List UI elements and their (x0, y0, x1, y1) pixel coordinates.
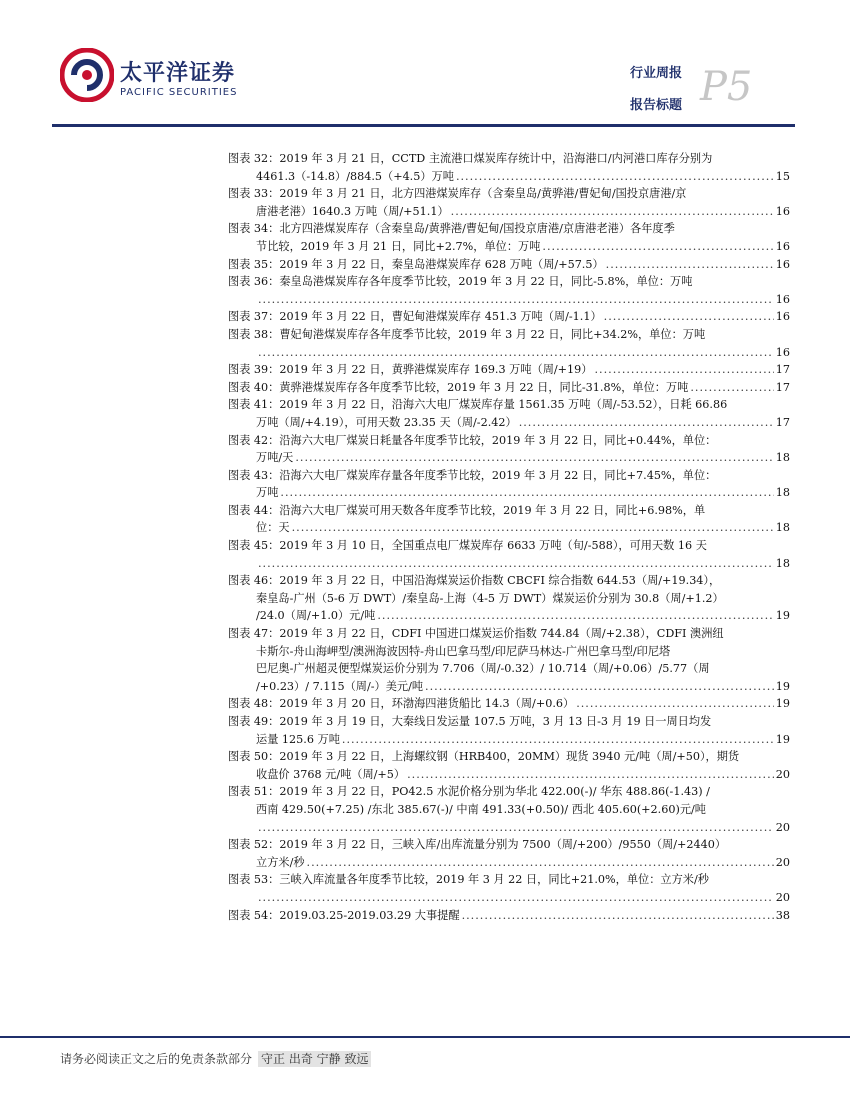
toc-entry-text: 图表 43：沿海六大电厂煤炭库存量各年度季节比较，2019 年 3 月 22 日，同比+7.45%，单位： (228, 468, 717, 482)
report-title: 报告标题 (630, 98, 683, 113)
toc-entry[interactable] (228, 326, 790, 361)
report-category: 行业周报 (630, 66, 683, 81)
toc-entry-text: 图表 49：2019 年 3 月 19 日，大秦线日发运量 107.5 万吨，3 月 13 日-3 月 19 日一周日均发 (228, 715, 712, 728)
toc-leader-dots (519, 414, 774, 432)
brand-name-cn: 太平洋证券 (120, 61, 236, 86)
header-divider (52, 124, 795, 127)
toc-entry[interactable] (228, 783, 790, 836)
toc-entry-text: /+0.23）/ 7.115（周/-）美元/吨 (256, 679, 424, 693)
toc-page-number: 38 (775, 908, 790, 922)
toc-entry-text: 4461.3（-14.8）/884.5（+4.5）万吨 (256, 169, 454, 183)
toc-entry-text: 图表 46：2019 年 3 月 22 日，中国沿海煤炭运价指数 CBCFI 综合指数 644.53（周/+19.34）， (228, 574, 721, 588)
toc-page-number: 19 (775, 697, 790, 711)
toc-entry-text: 唐港老港）1640.3 万吨（周/+51.1） (256, 204, 449, 218)
toc-entry[interactable] (228, 185, 790, 220)
toc-leader-dots (576, 695, 774, 713)
toc-entry-text: 图表 52：2019 年 3 月 22 日，三峡入库/出库流量分别为 7500（周/+200）/9550（周/+2440） (228, 838, 727, 852)
toc-entry-text: 图表 50：2019 年 3 月 22 日，上海螺纹钢（HRB400，20MM）现货 3940 元/吨（周/+50），期货 (228, 750, 740, 764)
toc-page-number: 17 (775, 415, 790, 429)
toc-entry[interactable] (228, 432, 790, 467)
toc-page-number: 16 (775, 239, 790, 253)
toc-leader-dots (258, 344, 774, 362)
toc-page-number: 16 (775, 257, 790, 271)
toc-entry[interactable] (228, 625, 790, 695)
toc-entry-text: /24.0（周/+1.0）元/吨 (256, 609, 376, 623)
toc-entry-text: 图表 48：2019 年 3 月 20 日，环渤海四港货船比 14.3（周/+0.6） (228, 697, 575, 711)
toc-page-number: 15 (775, 169, 790, 183)
toc-entry-text: 运量 125.6 万吨 (256, 732, 340, 746)
toc-page-number: 18 (775, 451, 790, 465)
brand-name-en: PACIFIC SECURITIES (120, 87, 238, 98)
toc-entry-text: 图表 36：秦皇岛港煤炭库存各年度季节比较，2019 年 3 月 22 日，同比-5.8%，单位：万吨 (228, 275, 693, 289)
toc-entry-text: 图表 53：三峡入库流量各年度季节比较，2019 年 3 月 22 日，同比+21.0%，单位：立方米/秒 (228, 873, 709, 887)
toc-entry-text: 万吨/天 (256, 451, 294, 465)
toc-entry-text: 图表 33：2019 年 3 月 21 日，北方四港煤炭库存（含秦皇岛/黄骅港/曹妃甸/国投京唐港/京 (228, 187, 687, 201)
toc-page-number: 18 (775, 521, 790, 535)
toc-entry[interactable] (228, 220, 790, 255)
toc-leader-dots (307, 854, 774, 872)
toc-entry-text: 立方米/秒 (256, 855, 305, 869)
toc-page-number: 16 (775, 204, 790, 218)
toc-entry-text: 图表 44：沿海六大电厂煤炭可用天数各年度季节比较，2019 年 3 月 22 日，同比+6.98%，单 (228, 503, 706, 517)
toc-entry[interactable] (228, 871, 790, 906)
toc-leader-dots (258, 291, 774, 309)
toc-page-number: 18 (775, 486, 790, 500)
toc-leader-dots (258, 889, 774, 907)
toc-entry-text: 图表 54：2019.03.25-2019.03.29 大事提醒 (228, 908, 460, 922)
toc-entry[interactable] (228, 713, 790, 748)
toc-leader-dots (542, 238, 773, 256)
toc-leader-dots (377, 607, 773, 625)
toc-page-number: 19 (775, 679, 790, 693)
toc-entry[interactable] (228, 396, 790, 431)
footer (60, 1050, 371, 1067)
toc-entry[interactable] (228, 256, 790, 274)
toc-entry[interactable] (228, 273, 790, 308)
toc-entry[interactable] (228, 379, 790, 397)
toc-entry-text: 万吨（周/+4.19），可用天数 23.35 天（周/-2.42） (256, 415, 517, 429)
toc-entry-text: 图表 37：2019 年 3 月 22 日，曹妃甸港煤炭库存 451.3 万吨（周/-1.1） (228, 310, 602, 324)
toc-leader-dots (425, 678, 774, 696)
toc-leader-dots (451, 203, 774, 221)
toc-entry[interactable] (228, 467, 790, 502)
toc-entry-text: 卡斯尔-舟山海岬型/澳洲海波因特-舟山巴拿马型/印尼萨马林达-广州巴拿马型/印尼塔 (256, 644, 671, 658)
company-logo (60, 48, 114, 106)
toc-entry[interactable] (228, 308, 790, 326)
toc-entry-text: 收盘价 3768 元/吨（周/+5） (256, 767, 406, 781)
toc-entry-text: 图表 32：2019 年 3 月 21 日，CCTD 主流港口煤炭库存统计中，沿海港口/内河港口库存分别为 (228, 152, 713, 165)
footer-divider (0, 1036, 850, 1038)
toc-leader-dots (606, 256, 774, 274)
toc-page-number: 20 (775, 890, 790, 904)
toc-entry[interactable] (228, 502, 790, 537)
toc-entry-text: 图表 51：2019 年 3 月 22 日，PO42.5 水泥价格分别为华北 422.00(-)/ 华东 488.86(-1.43) / (228, 785, 710, 799)
toc-entry-text: 节比较，2019 年 3 月 21 日，同比+2.7%，单位：万吨 (256, 239, 541, 253)
toc-page-number: 18 (775, 556, 790, 570)
toc-entry-text: 巴尼奥-广州超灵便型煤炭运价分别为 7.706（周/-0.32）/ 10.714（周/+0.06）/5.77（周 (256, 662, 710, 676)
company-motto: 守正 出奇 宁静 致远 (258, 1051, 371, 1067)
toc-leader-dots (407, 766, 774, 784)
page-number: P5 (700, 64, 753, 110)
toc-page-number: 20 (775, 820, 790, 834)
toc-leader-dots (258, 819, 774, 837)
toc-leader-dots (342, 731, 774, 749)
toc-page-number: 17 (775, 380, 790, 394)
figure-list (228, 150, 790, 924)
toc-leader-dots (604, 308, 774, 326)
toc-entry[interactable] (228, 836, 790, 871)
toc-entry-text: 图表 40：黄骅港煤炭库存各年度季节比较，2019 年 3 月 22 日，同比-31.8%，单位：万吨 (228, 380, 689, 394)
toc-entry-text: 图表 38：曹妃甸港煤炭库存各年度季节比较，2019 年 3 月 22 日，同比+34.2%，单位：万吨 (228, 327, 706, 341)
toc-entry[interactable] (228, 361, 790, 379)
toc-page-number: 17 (775, 363, 790, 377)
toc-entry-text: 图表 34：北方四港煤炭库存（含秦皇岛/黄骅港/曹妃甸/国投京唐港/京唐港老港）各年度季 (228, 222, 675, 236)
toc-entry-text: 图表 45：2019 年 3 月 10 日，全国重点电厂煤炭库存 6633 万吨（旬/-588），可用天数 16 天 (228, 539, 707, 553)
toc-leader-dots (295, 449, 773, 467)
toc-entry-text: 西南 429.50(+7.25) /东北 385.67(-)/ 中南 491.33(+0.50)/ 西北 405.60(+2.60)元/吨 (256, 802, 706, 816)
toc-entry-text: 万吨 (256, 486, 279, 500)
toc-page-number: 16 (775, 345, 790, 359)
toc-leader-dots (280, 484, 773, 502)
toc-leader-dots (690, 379, 773, 397)
toc-entry-text: 图表 42：沿海六大电厂煤炭日耗量各年度季节比较，2019 年 3 月 22 日，同比+0.44%，单位： (228, 433, 717, 447)
toc-page-number: 16 (775, 310, 790, 324)
toc-entry[interactable] (228, 572, 790, 625)
toc-page-number: 20 (775, 767, 790, 781)
toc-leader-dots (456, 168, 774, 186)
toc-leader-dots (258, 555, 774, 573)
toc-page-number: 19 (775, 732, 790, 746)
toc-entry[interactable] (228, 537, 790, 572)
toc-entry-text: 位：天 (256, 521, 290, 535)
toc-page-number: 16 (775, 292, 790, 306)
disclaimer-notice: 请务必阅读正文之后的免责条款部分 (60, 1052, 253, 1066)
toc-entry-text: 图表 47：2019 年 3 月 22 日，CDFI 中国进口煤炭运价指数 744.84（周/+2.38），CDFI 澳洲纽 (228, 627, 724, 641)
toc-entry[interactable] (228, 748, 790, 783)
toc-leader-dots (292, 519, 774, 537)
toc-entry[interactable] (228, 907, 790, 925)
toc-entry-text: 图表 35：2019 年 3 月 22 日，秦皇岛港煤炭库存 628 万吨（周/+57.5） (228, 257, 604, 271)
toc-entry-text: 秦皇岛-广州（5-6 万 DWT）/秦皇岛-上海（4-5 万 DWT）煤炭运价分别为 30.8（周/+1.2） (256, 591, 724, 605)
toc-entry-text: 图表 41：2019 年 3 月 22 日，沿海六大电厂煤炭库存量 1561.35 万吨（周/-53.52），日耗 66.86 (228, 398, 728, 412)
toc-entry[interactable] (228, 695, 790, 713)
toc-entry[interactable] (228, 150, 790, 185)
toc-leader-dots (594, 361, 773, 379)
toc-entry-text: 图表 39：2019 年 3 月 22 日，黄骅港煤炭库存 169.3 万吨（周/+19） (228, 363, 593, 377)
toc-page-number: 19 (775, 609, 790, 623)
toc-leader-dots (462, 907, 774, 925)
toc-page-number: 20 (775, 855, 790, 869)
